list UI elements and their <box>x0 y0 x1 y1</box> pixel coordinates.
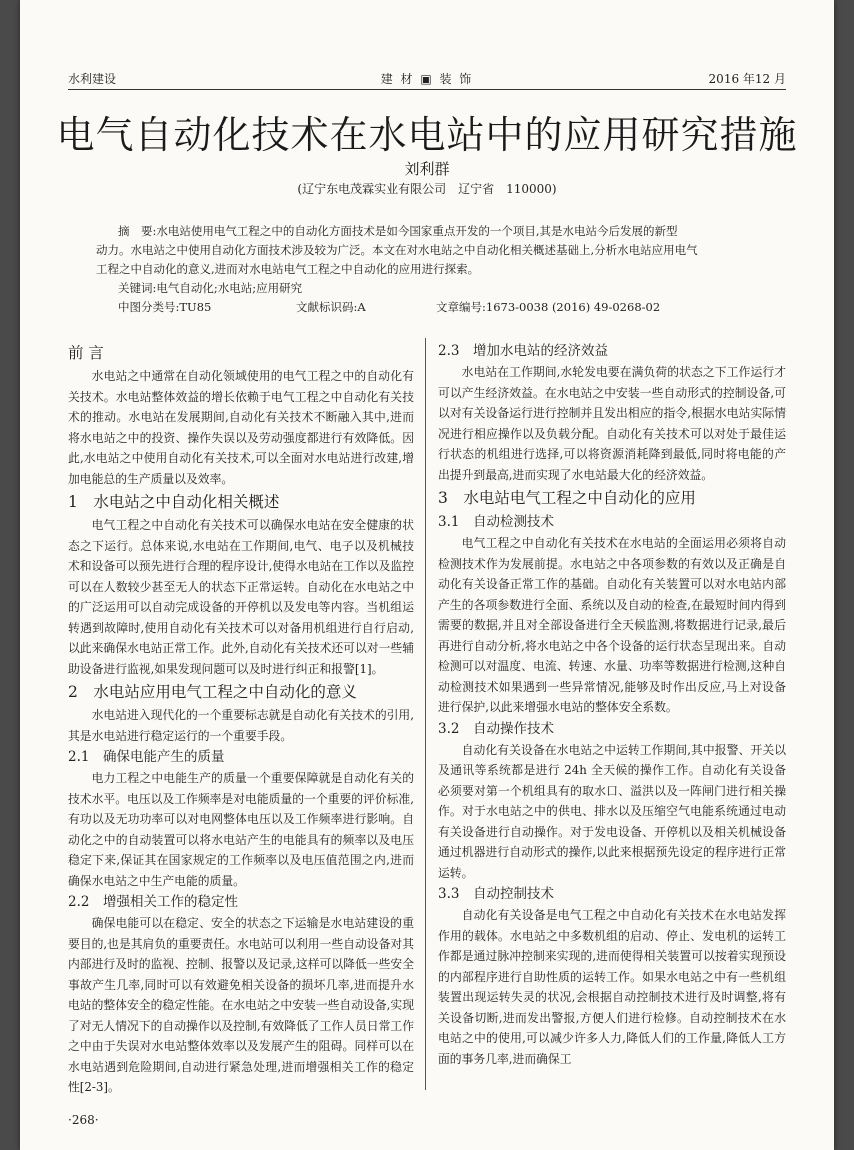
paragraph: 水电站在工作期间,水轮发电要在满负荷的状态之下工作运行才可以产生经济效益。在水电站之中安装一些自动形式的控制设备,可以对有关设备运行进行控制并且发出相应的指令,根据水电站实际情况进行相应操作以及负载分配。自动化有关技术可以对处于最佳运行状态的机组进行选择,可以将资源消耗降到最低,同时将电能的产出提升到最高,进而实现了水电站最大化的经济效益。 <box>438 365 786 482</box>
paragraph: 水电站进入现代化的一个重要标志就是自动化有关技术的引用,其是水电站进行稳定运行的一个重要手段。 <box>68 708 414 743</box>
classification-line <box>96 298 764 317</box>
document-code: 文献标识码:A <box>296 300 366 314</box>
article-number: 文章编号:1673-0038 (2016) 49-0268-02 <box>436 300 661 314</box>
author-name: 刘利群 <box>404 160 450 178</box>
abstract-line-3: 工程之中自动化的意义,进而对水电站电气工程之中自动化的应用进行探索。 <box>96 262 480 276</box>
paper-page <box>20 0 834 1150</box>
paragraph: 电气工程之中自动化有关技术在水电站的全面运用必须将自动检测技术作为发展前提。水电站之中各项参数的有效以及正确是自动化有关设备正常工作的基础。自动化有关装置可以对水电站内部产生的各项参数进行全面、系统以及自动的检查,在最短时间内得到需要的数据,并且对全部设备进行全天候监测,将数据进行记录,最后再进行自动分析,将水电站之中各个设备的运行状态呈现出来。自动检测可以对温度、电流、转速、水量、功率等数据进行检测,这种自动检测技术如果遇到一些异常情况,能够及时作出反应,马上对设备进行保护,以此来增强水电站的整体安全系数。 <box>438 536 786 714</box>
running-header <box>68 70 786 90</box>
column-divider <box>425 338 426 1090</box>
abstract-block <box>96 222 764 317</box>
section-heading-3: 3 水电站电气工程之中自动化的应用 <box>438 489 696 507</box>
section-heading-2-3: 2.3 增加水电站的经济效益 <box>438 343 608 359</box>
paragraph: 水电站之中通常在自动化领域使用的电气工程之中的自动化有关技术。水电站整体效益的增长依赖于电气工程之中自动化有关技术的推动。水电站在发展期间,自动化有关技术不断融入其中,进而将水电站之中的投资、操作失误以及劳动强度都进行有效降低。因此,水电站之中使用自动化有关技术,可以全面对水电站进行改建,增加电能总的生产质量以及效率。 <box>68 369 414 486</box>
section-heading-3-1: 3.1 自动检测技术 <box>438 514 554 530</box>
author-affiliation: (辽宁东电茂霖实业有限公司 辽宁省 110000) <box>297 182 557 196</box>
issue-date: 2016 年12 月 <box>708 72 786 86</box>
paragraph: 电力工程之中电能生产的质量一个重要保障就是自动化有关的技术水平。电压以及工作频率是对电能质量的一个重要的评价标准,有功以及无功功率可以对电网整体电压以及工作频率进行影响。自动化之中的自动装置可以将水电站产生的电能具有的频率以及电压稳定下来,保证其在国家规定的工作频率以及电压值范围之内,进而确保水电站之中生产电能的质量。 <box>68 771 414 888</box>
section-heading-2: 2 水电站应用电气工程之中自动化的意义 <box>68 683 357 701</box>
paragraph: 自动化有关设备在水电站之中运转工作期间,其中报警、开关以及通讯等系统都是进行 24h 全天候的操作工作。自动化有关设备必须要对第一个机组具有的取水口、溢洪以及一阵闸门进行相关操作。对于水电站之中的供电、排水以及压缩空气电能系统通过电动有关设备进行自动操作。对于发电设备、开停机以及相关机械设备通过机器进行自动形式的操作,以此来根据预先设定的程序进行正常运转。 <box>438 742 786 880</box>
section-heading-preface: 前 言 <box>68 344 104 362</box>
section-heading-2-1: 2.1 确保电能产生的质量 <box>68 749 225 765</box>
clc-number: 中图分类号:TU85 <box>118 300 212 314</box>
section-heading-2-2: 2.2 增强相关工作的稳定性 <box>68 894 238 910</box>
abstract-line-2: 动力。水电站之中使用自动化方面技术涉及较为广泛。本文在对水电站之中自动化相关概述基础上,分析水电站应用电气 <box>96 243 698 257</box>
section-heading-3-2: 3.2 自动操作技术 <box>438 720 554 737</box>
paragraph: 电气工程之中自动化有关技术可以确保水电站在安全健康的状态之下运行。总体来说,水电站在工作期间,电气、电子以及机械技术和设备可以预先进行合理的程序设计,使得水电站在工作以及监控可以在人数较少甚至无人的状态下正常运转。自动化在水电站之中的广泛运用可以自动完成设备的开停机以及发电等内容。当机组运转遇到故障时,使用自动化有关技术可以对备用机组进行自行启动,以此来确保水电站正常工作。此外,自动化有关技术还可以对一些辅助设备进行监视,如果发现问题可以及时进行纠正和报警[1]。 <box>68 518 414 676</box>
abstract-line-1: 摘 要:水电站使用电气工程之中的自动化方面技术是如今国家重点开发的一个项目,其是水电站今后发展的新型 <box>118 224 678 238</box>
paragraph: 自动化有关设备是电气工程之中自动化有关技术在水电站发挥作用的载体。水电站之中多数机组的启动、停止、发电机的运转工作都是通过脉冲控制来实现的,进而使得相关装置可以按着实现预设的内部程序进行自助性质的运转工作。如果水电站之中有一些机组装置出现运转失灵的状况,会根据自动控制技术进行及时调整,将有关设备切断,进而发出警报,方便人们进行检修。自动控制技术在水电站之中的使用,可以减少许多人力,降低人们的工作量,降低人工方面的事务几率,进而确保工 <box>438 908 786 1066</box>
paragraph: 确保电能可以在稳定、安全的状态之下运输是水电站建设的重要目的,也是其肩负的重要责任。水电站可以利用一些自动设备对其内部进行及时的监视、控制、报警以及记录,这样可以降低一些安全事故产生几率,同时可以有效避免相关设备的损坏几率,进而提升水电站的整体安全的稳定性能。在水电站之中安装一些自动设备,实现了对无人情况下的自动操作以及控制,有效降低了工作人员日常工作之中由于失误对水电站整体效率以及发展产生的阻碍。同样可以在水电站遇到危险期间,自动进行紧急处理,进而增强相关工作的稳定性[2-3]。 <box>68 916 414 1094</box>
section-heading-1: 1 水电站之中自动化相关概述 <box>68 493 280 511</box>
journal-name: 水利建设 <box>68 72 117 86</box>
page-number: ·268· <box>68 1113 99 1127</box>
journal-series: 建 材 ▣ 装 饰 <box>380 72 474 86</box>
section-heading-3-3: 3.3 自动控制技术 <box>438 886 554 902</box>
article-title: 电气自动化技术在水电站中的应用研究措施 <box>56 115 798 157</box>
right-column <box>438 340 786 1069</box>
keywords: 关键词:电气自动化;水电站;应用研究 <box>118 281 303 295</box>
left-column <box>68 340 414 1098</box>
